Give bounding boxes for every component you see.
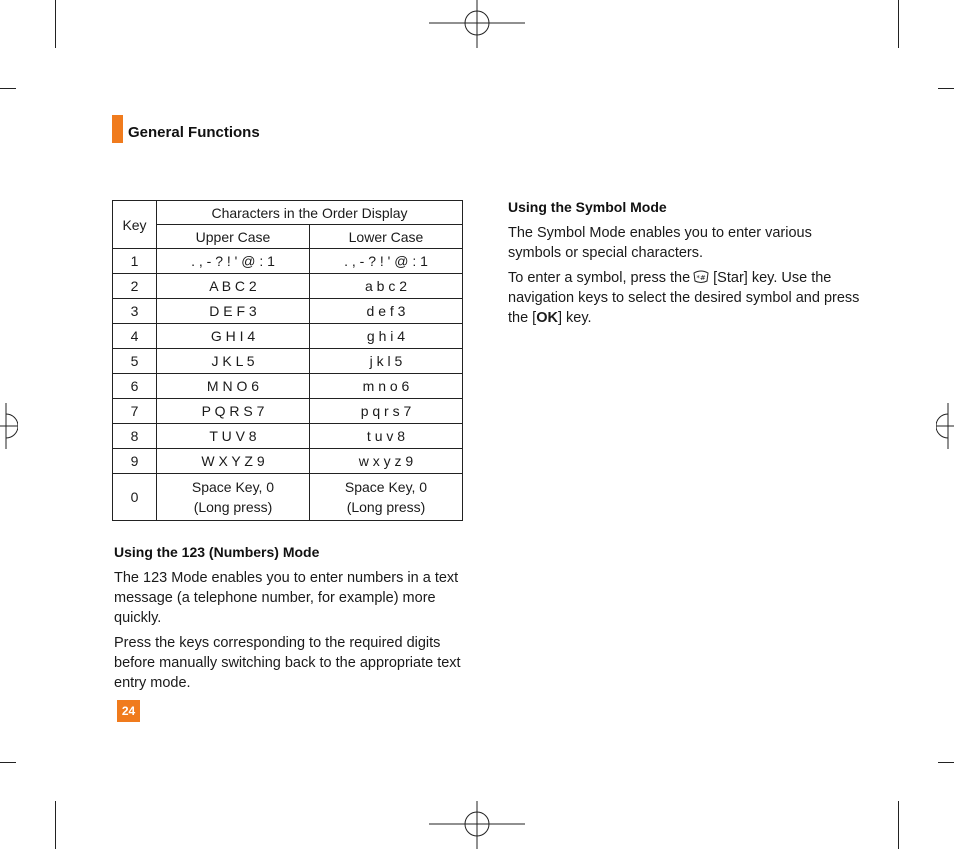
registration-mark-icon [936, 403, 954, 449]
crop-mark [55, 0, 56, 48]
symbol-mode-section [508, 199, 868, 333]
table-cell-lower: p q r s 7 [309, 399, 462, 424]
table-header-lower: Lower Case [309, 225, 462, 249]
table-row [113, 349, 463, 374]
table-cell-lower: . , - ? ! ' @ : 1 [309, 249, 462, 274]
crop-mark [0, 762, 16, 763]
table-cell-upper: P Q R S 7 [157, 399, 310, 424]
symbol-mode-text: To enter a symbol, press the [508, 270, 691, 286]
crop-mark [898, 0, 899, 48]
crop-mark [0, 88, 16, 89]
table-header-upper: Upper Case [157, 225, 310, 249]
table-row [113, 299, 463, 324]
table-cell-lower: Space Key, 0 (Long press) [309, 474, 462, 521]
table-cell-upper: M N O 6 [157, 374, 310, 399]
numbers-mode-paragraph: The 123 Mode enables you to enter numbers in a text message (a telephone number, for example) more quickly. [114, 570, 459, 626]
registration-mark-icon [429, 0, 525, 48]
table-cell-upper: T U V 8 [157, 424, 310, 449]
ok-key-label: OK [536, 310, 558, 326]
crop-mark [898, 801, 899, 849]
table-header-characters: Characters in the Order Display [157, 201, 463, 225]
table-cell-lower: d e f 3 [309, 299, 462, 324]
symbol-mode-heading: Using the Symbol Mode [508, 199, 667, 215]
table-row [113, 249, 463, 274]
registration-mark-icon [0, 403, 18, 449]
numbers-mode-paragraph: Press the keys corresponding to the required digits before manually switching back to the appropriate text entry mode. [114, 635, 461, 691]
table-row [113, 274, 463, 299]
symbol-mode-text: [Star] key. Use the navigation keys to select the desired symbol and press the [ [508, 270, 860, 326]
numbers-mode-section [114, 544, 466, 698]
table-cell-key: 0 [113, 474, 157, 521]
page-number-badge: 24 [117, 700, 140, 722]
symbol-mode-paragraph [508, 268, 868, 328]
table-cell-key: 6 [113, 374, 157, 399]
table-header-key: Key [113, 201, 157, 249]
crop-mark [55, 801, 56, 849]
svg-text:*#: *# [696, 274, 706, 282]
table-cell-key: 3 [113, 299, 157, 324]
table-row [113, 474, 463, 521]
key-character-table [112, 200, 463, 521]
table-cell-lower: j k l 5 [309, 349, 462, 374]
table-cell-upper: D E F 3 [157, 299, 310, 324]
table-cell-upper: J K L 5 [157, 349, 310, 374]
table-row [113, 424, 463, 449]
table-row [113, 374, 463, 399]
section-accent-bar [112, 115, 123, 143]
table-cell-key: 2 [113, 274, 157, 299]
table-row [113, 399, 463, 424]
table-cell-key: 8 [113, 424, 157, 449]
table-cell-upper: W X Y Z 9 [157, 449, 310, 474]
star-key-icon [692, 270, 710, 284]
section-title: General Functions [128, 124, 260, 141]
symbol-mode-text: ] key. [557, 310, 592, 326]
table-cell-upper: Space Key, 0 (Long press) [157, 474, 310, 521]
table-cell-lower: g h i 4 [309, 324, 462, 349]
registration-mark-icon [429, 801, 525, 849]
table-cell-lower: a b c 2 [309, 274, 462, 299]
crop-mark [938, 88, 954, 89]
table-cell-key: 7 [113, 399, 157, 424]
crop-mark [938, 762, 954, 763]
symbol-mode-paragraph: The Symbol Mode enables you to enter various symbols or special characters. [508, 225, 812, 261]
table-row [113, 324, 463, 349]
table-cell-key: 4 [113, 324, 157, 349]
table-cell-lower: t u v 8 [309, 424, 462, 449]
table-cell-upper: G H I 4 [157, 324, 310, 349]
table-cell-upper: A B C 2 [157, 274, 310, 299]
table-row [113, 449, 463, 474]
table-cell-upper: . , - ? ! ' @ : 1 [157, 249, 310, 274]
table-cell-key: 5 [113, 349, 157, 374]
table-cell-key: 9 [113, 449, 157, 474]
table-cell-lower: w x y z 9 [309, 449, 462, 474]
table-cell-key: 1 [113, 249, 157, 274]
table-cell-lower: m n o 6 [309, 374, 462, 399]
numbers-mode-heading: Using the 123 (Numbers) Mode [114, 544, 320, 560]
